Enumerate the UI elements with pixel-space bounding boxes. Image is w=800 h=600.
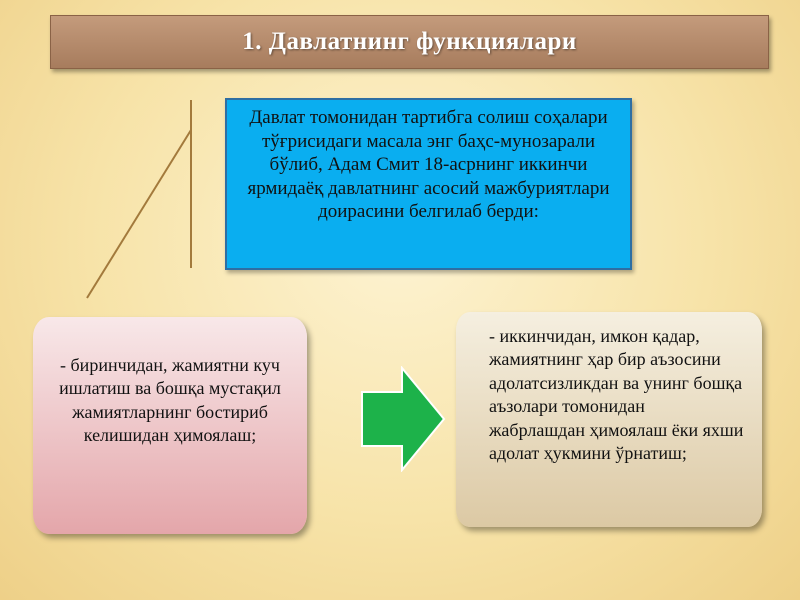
diagonal-connector-line bbox=[87, 130, 191, 298]
intro-text-box bbox=[225, 98, 632, 270]
page-title: 1. Давлатнинг функциялари bbox=[242, 28, 577, 55]
first-function-text: - биринчидан, жамиятни куч ишлатиш ва бошқа мустақил жамиятларнинг бостириб келишидан ҳимоялаш; bbox=[59, 355, 281, 446]
second-function-box bbox=[456, 312, 762, 527]
second-function-text: - иккинчидан, имкон қадар, жамиятнинг ҳар бир аъзосини адолатсизликдан ва унинг бошқа аъзолари томонидан жабрлашдан ҳимоялаш ёки яхши адолат ҳукмини ўрнатиш; bbox=[489, 326, 744, 463]
intro-text: Давлат томонидан тартибга солиш соҳалари тўғрисидаги масала энг баҳс-мунозарали бўлиб, Адам Смит 18-асрнинг иккинчи ярмидаёқ давлатнинг асосий мажбуриятлари доирасини белгилаб берди: bbox=[247, 107, 610, 223]
right-arrow-icon bbox=[360, 366, 446, 472]
first-function-box bbox=[33, 317, 307, 534]
